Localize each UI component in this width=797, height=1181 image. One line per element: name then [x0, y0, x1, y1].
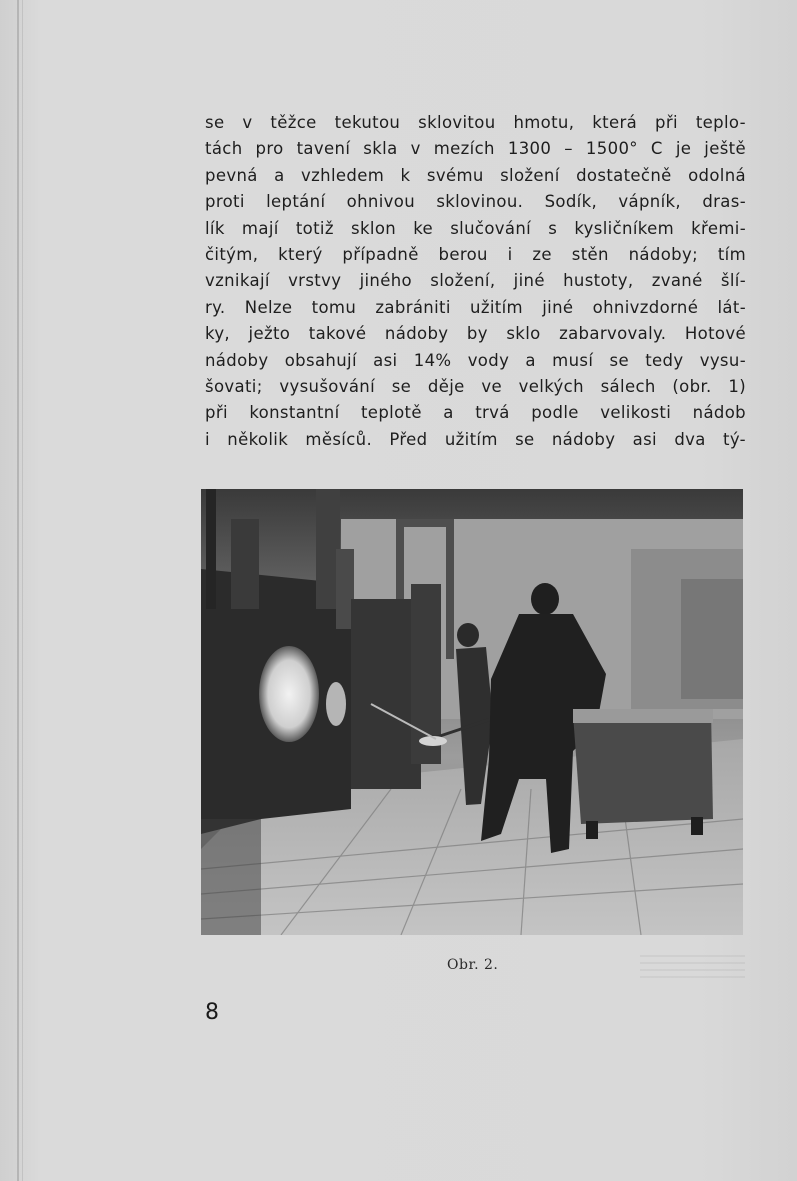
- text-line: tách pro tavení skla v mezích 1300 – 1500° C je ještě: [205, 139, 746, 159]
- text-line: ry. Nelze tomu zabrániti užitím jiné ohnivzdorné lát-: [205, 297, 746, 317]
- page-number: 8: [205, 1000, 219, 1025]
- text-line: ky, ježto takové nádoby by sklo zabarvovaly. Hotové: [205, 324, 746, 344]
- page-binding-edge-secondary: [22, 0, 23, 1181]
- text-line: proti leptání ohnivou sklovinou. Sodík, vápník, dras-: [205, 192, 746, 212]
- show-through-text: [640, 955, 745, 983]
- page-binding-edge: [17, 0, 19, 1181]
- text-line: nádoby obsahují asi 14% vody a musí se tedy vysu-: [205, 350, 746, 370]
- text-line: lík mají totiž sklon ke slučování s kysličníkem křemi-: [205, 218, 746, 238]
- text-line: pevná a vzhledem k svému složení dostatečně odolná: [205, 165, 746, 185]
- text-line: při konstantní teplotě a trvá podle velikosti nádob: [205, 403, 746, 423]
- text-line: se v těžce tekutou sklovitou hmotu, která při teplo-: [205, 113, 746, 132]
- text-line: i několik měsíců. Před užitím se nádoby asi dva tý-: [205, 429, 746, 449]
- factory-photograph: [201, 489, 743, 935]
- figure-caption: Obr. 2.: [447, 957, 499, 973]
- text-line: čitým, který případně berou i ze stěn nádoby; tím: [205, 244, 746, 264]
- text-line: vznikají vrstvy jiného složení, jiné hustoty, zvané šlí-: [205, 271, 746, 291]
- body-paragraph: [205, 110, 746, 453]
- text-line: šovati; vysušování se děje ve velkých sálech (obr. 1): [205, 376, 746, 396]
